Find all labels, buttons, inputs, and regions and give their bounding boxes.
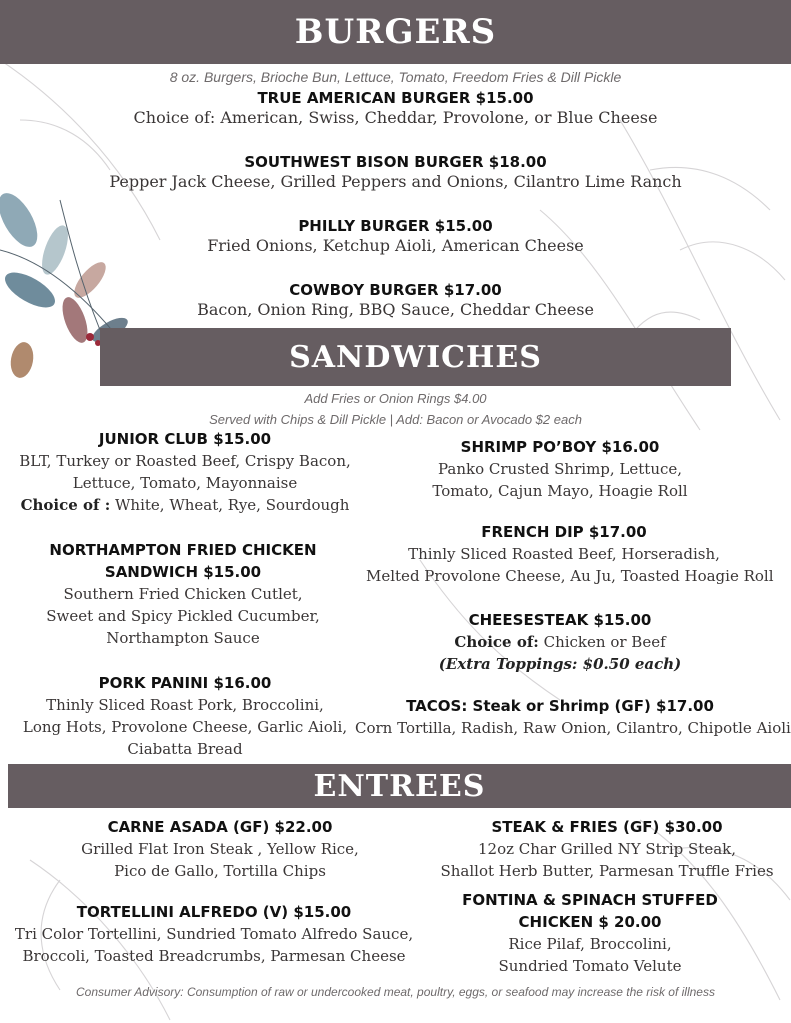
choice-text: Chicken or Beef (538, 633, 666, 651)
sandwiches-note-served: Served with Chips & Dill Pickle | Add: Bacon or Avocado $2 each (209, 412, 582, 427)
choice-text: White, Wheat, Rye, Sourdough (110, 496, 350, 514)
item-description-line: Sundried Tomato Velute (498, 957, 682, 975)
item-choice (0, 496, 370, 514)
item-description-line: Pico de Gallo, Tortilla Chips (114, 862, 326, 880)
item-description-line: Melted Provolone Cheese, Au Ju, Toasted Hoagie Roll (366, 567, 774, 585)
item-description-line: Northampton Sauce (106, 629, 260, 647)
item-description-line: Sweet and Spicy Pickled Cucumber, (46, 607, 320, 625)
item-title: PORK PANINI $16.00 (98, 674, 272, 692)
sandwiches-note-fries: Add Fries or Onion Rings $4.00 (304, 391, 487, 406)
menu-item-cheesesteak (380, 611, 740, 673)
item-description: Choice of: American, Swiss, Cheddar, Provolone, or Blue Cheese (133, 108, 658, 127)
item-title: JUNIOR CLUB $15.00 (98, 430, 272, 448)
menu-item-cowboy (0, 281, 791, 319)
item-title: TACOS: Steak or Shrimp (GF) $17.00 (406, 697, 714, 715)
item-title: SOUTHWEST BISON BURGER $18.00 (244, 153, 547, 171)
sandwiches-heading: SANDWICHES (100, 328, 731, 386)
menu-item-true-american (0, 89, 791, 127)
item-description-line: Thinly Sliced Roast Pork, Broccolini, (46, 696, 324, 714)
extra-toppings-note: (Extra Toppings: $0.50 each) (438, 655, 682, 673)
item-title: SANDWICH $15.00 (104, 563, 262, 581)
item-description-line: 12oz Char Grilled NY Strip Steak, (477, 840, 737, 858)
item-description: Corn Tortilla, Radish, Raw Onion, Cilantro, Chipotle Aioli (355, 719, 791, 737)
item-description-line: Grilled Flat Iron Steak , Yellow Rice, (81, 840, 359, 858)
item-title: TORTELLINI ALFREDO (V) $15.00 (76, 903, 352, 921)
menu-item-tortellini (0, 903, 428, 965)
entrees-heading: ENTREES (8, 764, 791, 808)
menu-item-shrimp-poboy (380, 438, 740, 500)
item-description-line: Broccoli, Toasted Breadcrumbs, Parmesan Cheese (22, 947, 406, 965)
item-title: NORTHAMPTON FRIED CHICKEN (49, 541, 317, 559)
item-choice (380, 633, 740, 651)
item-title: FRENCH DIP $17.00 (481, 523, 647, 541)
menu-item-northampton (0, 541, 366, 647)
item-title: PHILLY BURGER $15.00 (298, 217, 493, 235)
item-description-line: Tri Color Tortellini, Sundried Tomato Alfredo Sauce, (14, 925, 414, 943)
item-title: CARNE ASADA (GF) $22.00 (107, 818, 333, 836)
item-title: TRUE AMERICAN BURGER $15.00 (257, 89, 534, 107)
burgers-note: 8 oz. Burgers, Brioche Bun, Lettuce, Tomato, Freedom Fries & Dill Pickle (169, 69, 622, 85)
choice-label: Choice of : (20, 496, 111, 514)
item-description-line: Thinly Sliced Roasted Beef, Horseradish, (408, 545, 720, 563)
burgers-heading: BURGERS (0, 0, 791, 64)
menu-item-pork-panini (0, 674, 370, 758)
choice-label: Choice of: (454, 633, 539, 651)
item-title: CHEESESTEAK $15.00 (468, 611, 652, 629)
item-description-line: Tomato, Cajun Mayo, Hoagie Roll (432, 482, 688, 500)
item-description-line: Long Hots, Provolone Cheese, Garlic Aioli, (22, 718, 348, 736)
consumer-advisory: Consumer Advisory: Consumption of raw or undercooked meat, poultry, eggs, or seafood may increase the risk of illness (76, 985, 715, 999)
item-title: COWBOY BURGER $17.00 (289, 281, 502, 299)
menu-item-southwest-bison (0, 153, 791, 191)
item-description-line: Panko Crusted Shrimp, Lettuce, (437, 460, 683, 478)
menu-item-carne-asada (30, 818, 410, 880)
menu-item-philly (0, 217, 791, 255)
item-description-line: BLT, Turkey or Roasted Beef, Crispy Bacon, (19, 452, 351, 470)
menu-item-fontina-chicken (420, 891, 760, 975)
item-description: Fried Onions, Ketchup Aioli, American Cheese (207, 236, 584, 255)
item-description-line: Shallot Herb Butter, Parmesan Truffle Fries (440, 862, 774, 880)
menu-item-tacos (355, 697, 791, 737)
item-title: FONTINA & SPINACH STUFFED (462, 891, 718, 909)
item-description-line: Ciabatta Bread (127, 740, 243, 758)
item-title: STEAK & FRIES (GF) $30.00 (491, 818, 723, 836)
item-description: Bacon, Onion Ring, BBQ Sauce, Cheddar Cheese (197, 300, 594, 319)
item-title: SHRIMP PO’BOY $16.00 (460, 438, 660, 456)
item-description-line: Rice Pilaf, Broccolini, (508, 935, 672, 953)
menu-item-french-dip (366, 523, 774, 585)
item-title: CHICKEN $ 20.00 (518, 913, 662, 931)
item-description-line: Southern Fried Chicken Cutlet, (63, 585, 303, 603)
menu-item-steak-fries (420, 818, 791, 880)
item-description: Pepper Jack Cheese, Grilled Peppers and Onions, Cilantro Lime Ranch (109, 172, 682, 191)
menu-item-junior-club (0, 430, 370, 514)
item-description-line: Lettuce, Tomato, Mayonnaise (72, 474, 298, 492)
